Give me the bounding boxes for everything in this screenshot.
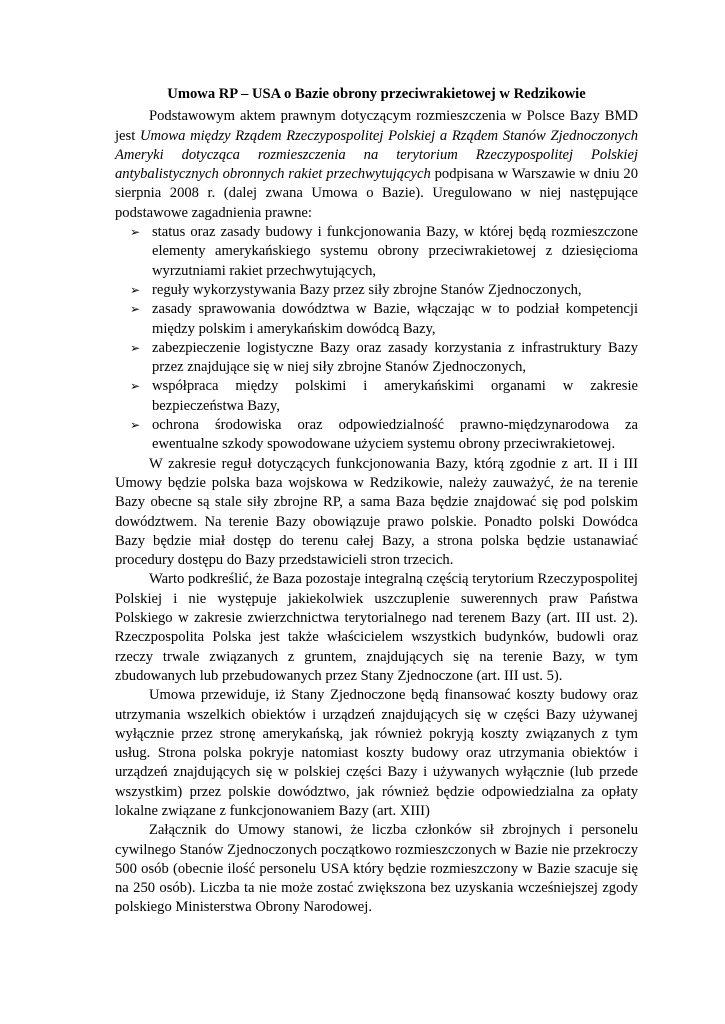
paragraph-5: Załącznik do Umowy stanowi, że liczba członków sił zbrojnych i personelu cywilnego Stanów Zjednoczonych początkowo rozmieszczonych w Bazie nie przekroczy 500 osób (obecnie ilość personelu USA który będzie rozmieszczony w Bazie szacuje się na 250 osób). Liczba ta nie może zostać zwiększona bez uzyskania wcześniejszej zgody polskiego Ministerstwa Obrony Narodowej. — [115, 822, 638, 916]
list-item-text: ochrona środowiska oraz odpowiedzialność prawno-międzynarodowa za ewentualne szkody spowodowane użyciem systemu obrony przeciwrakietowej. — [152, 417, 638, 453]
list-item-text: zasady sprawowania dowództwa w Bazie, włączając w to podział kompetencji między polskim i amerykańskim dowódcą Bazy, — [152, 301, 638, 337]
paragraph-3: Warto podkreślić, że Baza pozostaje integralną częścią terytorium Rzeczypospolitej Polskiej i nie występuje jakiekolwiek uszczuplenie suwerennych praw Państwa Polskiego w zakresie zwierzchnictwa terytorialnego nad terenem Bazy (art. III ust. 2). Rzeczpospolita Polska jest także właścicielem wszystkich budynków, budowli oraz rzeczy trwale związanych z gruntem, znajdujących się na terenie Bazy, w tym zbudowanych lub przebudowanych przez Stany Zjednoczone (art. III ust. 5). — [115, 571, 638, 684]
arrow-bullet-icon: ➢ — [130, 282, 141, 297]
document-title: Umowa RP – USA o Bazie obrony przeciwrakietowej w Redzikowie — [167, 86, 586, 102]
arrow-bullet-icon: ➢ — [130, 302, 141, 317]
list-item — [130, 339, 638, 378]
list-item — [130, 416, 638, 455]
paragraph-2: W zakresie reguł dotyczących funkcjonowania Bazy, którą zgodnie z art. II i III Umowy będzie polska baza wojskowa w Redzikowie, należy zauważyć, że na terenie Bazy obecne są stale siły zbrojne RP, a sama Baza będzie znajdować się pod polskim dowództwem. Na terenie Bazy obowiązuje prawo polskie. Ponadto polski Dowódca Bazy będzie miał dostęp do terenu całej Bazy, a strona polska będzie ustanawiać procedury dostępu do Bazy przedstawicieli stron trzecich. — [115, 455, 638, 569]
legal-issues-list — [115, 223, 638, 455]
paragraph-4: Umowa przewiduje, iż Stany Zjednoczone będą finansować koszty budowy oraz utrzymania wszelkich obiektów i urządzeń znajdujących się w części Bazy używanej wyłącznie przez stronę amerykańską, jak również pokryją koszty związanych z tym usług. Strona polska pokryje natomiast koszty budowy oraz utrzymania obiektów i urządzeń znajdujących się w polskiej części Bazy i używanych wyłącznie (lub przede wszystkim) przez polskie dowództwo, jak również będzie odpowiedzialna za opłaty lokalne związane z funkcjonowaniem Bazy (art. XIII) — [115, 687, 638, 819]
paragraph-1 — [115, 107, 638, 223]
list-item-text: reguły wykorzystywania Bazy przez siły zbrojne Stanów Zjednoczonych, — [152, 281, 582, 298]
list-item-text: status oraz zasady budowy i funkcjonowania Bazy, w której będą rozmieszczone elementy amerykańskiego systemu obrony przeciwrakietowej z dziesięcioma wyrzutniami rakiet przechwytujących, — [152, 224, 638, 279]
list-item — [130, 223, 638, 281]
arrow-bullet-icon: ➢ — [130, 418, 141, 433]
arrow-bullet-icon: ➢ — [130, 225, 141, 240]
paragraph-1-tail: podpisana w Warszawie w dniu 20 sierpnia 2008 r. (dalej zwana Umowa o Bazie). Uregulowano w niej następujące podstawowe zagadnienia prawne: — [115, 166, 638, 221]
arrow-bullet-icon: ➢ — [130, 340, 141, 355]
list-item — [130, 281, 638, 300]
list-item-text: współpraca między polskimi i amerykańskimi organami w zakresie bezpieczeństwa Bazy, — [152, 378, 638, 414]
list-item-text: zabezpieczenie logistyczne Bazy oraz zasady korzystania z infrastruktury Bazy przez znajdujące się w niej siły zbrojne Stanów Zjednoczonych, — [152, 339, 638, 376]
list-item — [130, 300, 638, 339]
list-item — [130, 377, 638, 416]
document-page — [115, 85, 638, 918]
paragraph-1-lead: Podstawowym aktem prawnym dotyczącym rozmieszczenia w Polsce Bazy BMD jest — [115, 108, 638, 144]
agreement-title-italic: Umowa między Rządem Rzeczypospolitej Polskiej a Rządem Stanów Zjednoczonych Ameryki dotycząca rozmieszczenia na terytorium Rzeczypospolitej Polskiej antybalistycznych obronnych rakiet przechwytujących — [115, 127, 638, 183]
arrow-bullet-icon: ➢ — [130, 379, 141, 394]
